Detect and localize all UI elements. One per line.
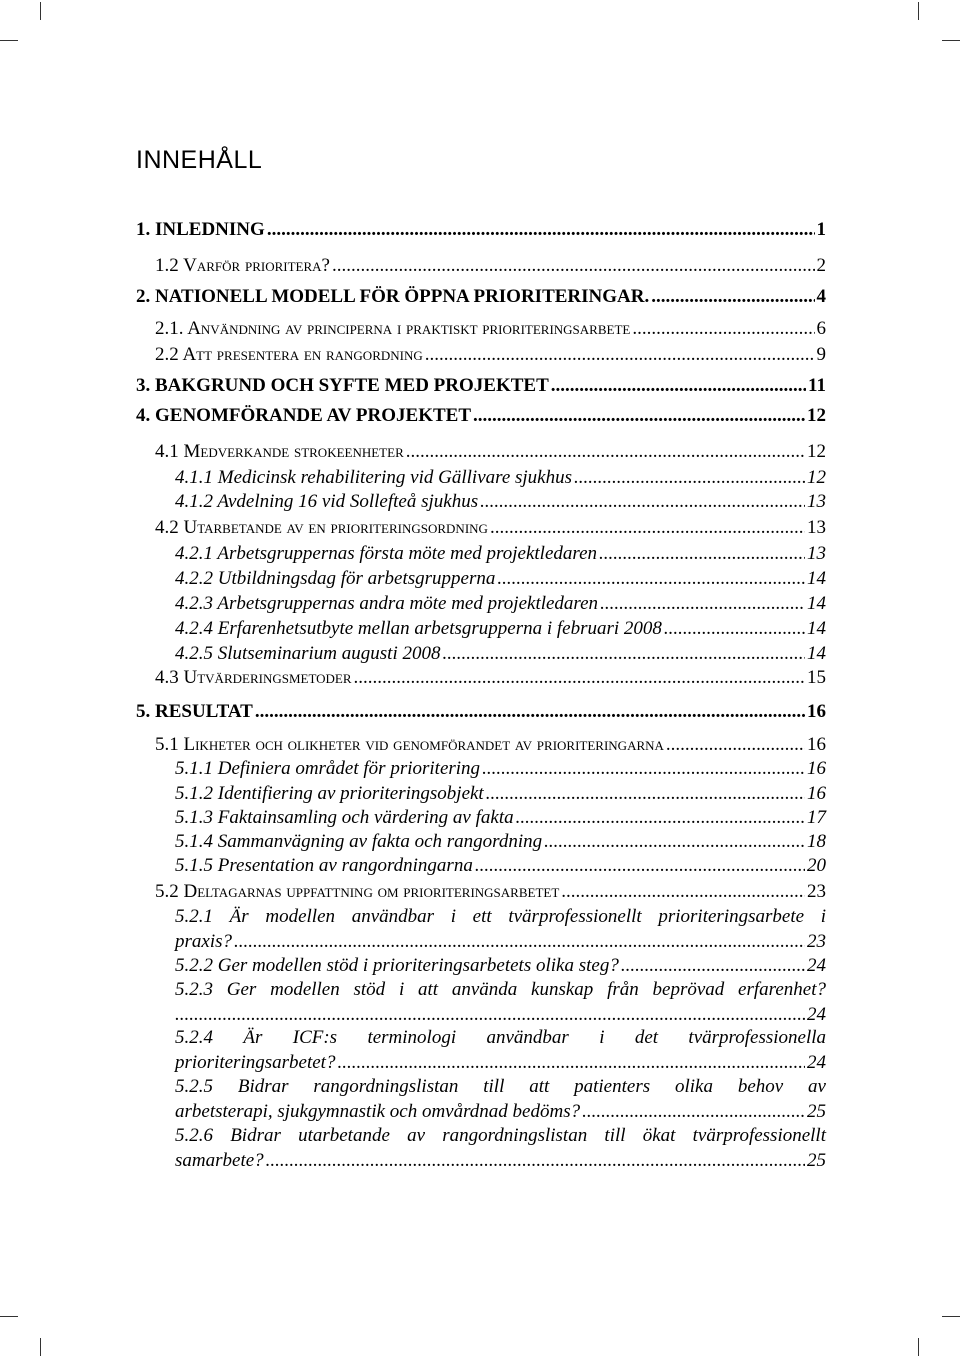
toc-entry-page: 25 [807,1149,826,1171]
toc-entry-title-cont: arbetsterapi, sjukgymnastik och omvårdnad bedöms? [175,1100,581,1122]
toc-entry[interactable] [175,854,826,879]
toc-entry[interactable] [136,404,826,429]
dot-leader [561,880,805,905]
dot-leader [621,954,805,979]
toc-entry-page: 24 [807,1051,826,1073]
toc-entry[interactable] [155,516,826,541]
toc-entry[interactable] [175,567,826,592]
toc-entry-title: 3. BAKGRUND OCH SYFTE MED PROJEKTET [136,375,549,396]
toc-entry[interactable] [175,1026,826,1075]
toc-entry-title: 4.2 Utarbetande av en prioriteringsordning [155,517,488,538]
toc-entry[interactable] [175,782,826,807]
toc-entry-page: 2 [816,255,826,276]
toc-entry[interactable] [175,642,826,667]
dot-leader [480,490,805,515]
toc-entry[interactable] [175,1124,826,1173]
toc-entry-page: 1 [816,219,826,240]
toc-entry-page: 25 [807,1100,826,1122]
toc-entry-page: 16 [807,734,826,755]
dot-leader [255,700,805,725]
dot-leader [482,757,805,782]
toc-entry-page: 12 [807,405,826,426]
toc-entry-page: 4 [816,286,826,307]
toc-entry[interactable] [175,592,826,617]
dot-leader [332,254,815,279]
dot-leader [175,1003,805,1028]
dot-leader [632,317,814,342]
dot-leader [664,617,805,642]
toc-entry-title: 2. NATIONELL MODELL FÖR ÖPPNA PRIORITERINGAR. [136,286,650,307]
dot-leader [490,516,805,541]
toc-entry-title: 5.2 Deltagarnas uppfattning om prioriteringsarbetet [155,881,560,902]
toc-entry-title: 5.2.2 Ger modellen stöd i prioriteringsarbetets olika steg? [175,955,619,976]
toc-entry-page: 11 [808,375,826,396]
toc-entry-title: 4.1 Medverkande strokeenheter [155,441,404,462]
toc-entry[interactable] [175,954,826,979]
toc-entry-title: 5.2.4 Är ICF:s terminologi användbar i det tvärprofessionella [175,1027,826,1048]
dot-leader [475,854,805,879]
toc-entry-title: 4.2.5 Slutseminarium augusti 2008 [175,643,441,664]
dot-leader [582,1100,805,1125]
toc-entry-title: 5.2.5 Bidrar rangordningslistan till att patienters olika behov av [175,1076,826,1097]
toc-entry-title: 4.1.1 Medicinsk rehabilitering vid Gällivare sjukhus [175,467,572,488]
toc-entry-page: 12 [807,441,826,462]
toc-entry-page: 14 [807,593,826,614]
toc-entry-page: 12 [807,467,826,488]
toc-entry-title-cont: prioriteringsarbetet? [175,1051,336,1073]
toc-entry-page: 15 [807,667,826,688]
toc-entry-page: 17 [807,807,826,828]
toc-entry[interactable] [136,374,826,399]
toc-entry[interactable] [155,254,826,279]
toc-entry-title: 5.1.5 Presentation av rangordningarna [175,855,473,876]
toc-entry-page: 9 [816,344,826,365]
dot-leader [516,806,805,831]
toc-entry[interactable] [155,343,826,368]
toc-entry-page: 13 [807,517,826,538]
toc-entry-page: 13 [807,543,826,564]
toc-entry[interactable] [155,733,826,758]
toc-entry-title: 5. RESULTAT [136,701,253,722]
dot-leader [406,440,805,465]
dot-leader [666,733,805,758]
toc-entry[interactable] [175,905,826,954]
dot-leader [266,1149,805,1174]
toc-entry-page: 24 [807,1003,826,1025]
toc-entry-title: 2.2 Att presentera en rangordning [155,344,423,365]
toc-entry-page: 14 [807,618,826,639]
dot-leader [486,782,805,807]
toc-entry-page: 16 [807,783,826,804]
toc-entry-page: 18 [807,831,826,852]
dot-leader [442,642,805,667]
toc-entry[interactable] [155,666,826,691]
toc-entry[interactable] [175,1075,826,1124]
toc-entry-page: 20 [807,855,826,876]
toc-entry-title: 2.1. Användning av principerna i praktiskt prioriteringsarbete [155,318,631,339]
dot-leader [234,930,805,955]
dot-leader [267,218,815,243]
toc-entry-page: 14 [807,568,826,589]
dot-leader [425,343,815,368]
toc-entry[interactable] [175,542,826,567]
toc-entry-title: 1.2 Varför prioritera? [155,255,330,276]
toc-entry[interactable] [175,490,826,515]
dot-leader [497,567,805,592]
toc-entry[interactable] [136,218,826,243]
toc-entry-page: 16 [807,701,826,722]
dot-leader [544,830,805,855]
toc-entry[interactable] [175,806,826,831]
toc-entry-title: 4.2.4 Erfarenhetsutbyte mellan arbetsgrupperna i februari 2008 [175,618,662,639]
dot-leader [574,466,805,491]
toc-entry[interactable] [155,880,826,905]
dot-leader [599,542,805,567]
toc-entry-title-cont: praxis? [175,930,232,952]
toc-entry-title: 5.1 Likheter och olikheter vid genomförandet av prioriteringarna [155,734,664,755]
toc-entry-page: 14 [807,643,826,664]
toc-title: INNEHÅLL [136,146,263,174]
toc-entry-title: 4. GENOMFÖRANDE AV PROJEKTET [136,405,472,426]
toc-entry-page: 6 [816,318,826,339]
dot-leader [551,374,806,399]
toc-entry[interactable] [155,317,826,342]
toc-entry-title: 5.2.3 Ger modellen stöd i att använda kunskap från beprövad erfarenhet? [175,979,826,1000]
toc-entry-page: 16 [807,758,826,779]
toc-entry[interactable] [155,440,826,465]
toc-entry-title: 5.1.2 Identifiering av prioriteringsobjekt [175,783,484,804]
dot-leader [473,404,805,429]
toc-entry-title: 5.2.1 Är modellen användbar i ett tvärprofessionellt prioriteringsarbete i [175,906,826,927]
toc-entry-title: 4.3 Utvärderingsmetoder [155,667,352,688]
toc-entry-title: 1. INLEDNING [136,219,265,240]
toc-entry-page: 24 [807,955,826,976]
toc-entry[interactable] [175,466,826,491]
dot-leader [651,285,814,310]
toc-entry[interactable] [175,617,826,642]
toc-entry-title: 4.1.2 Avdelning 16 vid Sollefteå sjukhus [175,491,479,512]
toc-entry-title: 5.1.1 Definiera området för prioritering [175,758,481,779]
toc-entry[interactable] [136,700,826,725]
toc-entry[interactable] [175,757,826,782]
dot-leader [354,666,805,691]
dot-leader [337,1051,805,1076]
toc-entry-page: 23 [807,881,826,902]
toc-entry-title: 4.2.1 Arbetsgruppernas första möte med projektledaren [175,543,598,564]
toc-entry-title: 5.1.3 Faktainsamling och värdering av fakta [175,807,514,828]
toc-entry-title: 4.2.3 Arbetsgruppernas andra möte med projektledaren [175,593,599,614]
toc-entry-title: 5.2.6 Bidrar utarbetande av rangordningslistan till ökat tvärprofessionellt [175,1125,826,1146]
toc-entry[interactable] [175,830,826,855]
toc-entry[interactable] [175,978,826,1027]
toc-entry-page: 23 [807,930,826,952]
toc-entry-title-cont: samarbete? [175,1149,264,1171]
dot-leader [600,592,805,617]
toc-entry[interactable] [136,285,826,310]
toc-entry-title: 5.1.4 Sammanvägning av fakta och rangordning [175,831,543,852]
toc-entry-page: 13 [807,491,826,512]
toc-entry-title: 4.2.2 Utbildningsdag för arbetsgrupperna [175,568,496,589]
